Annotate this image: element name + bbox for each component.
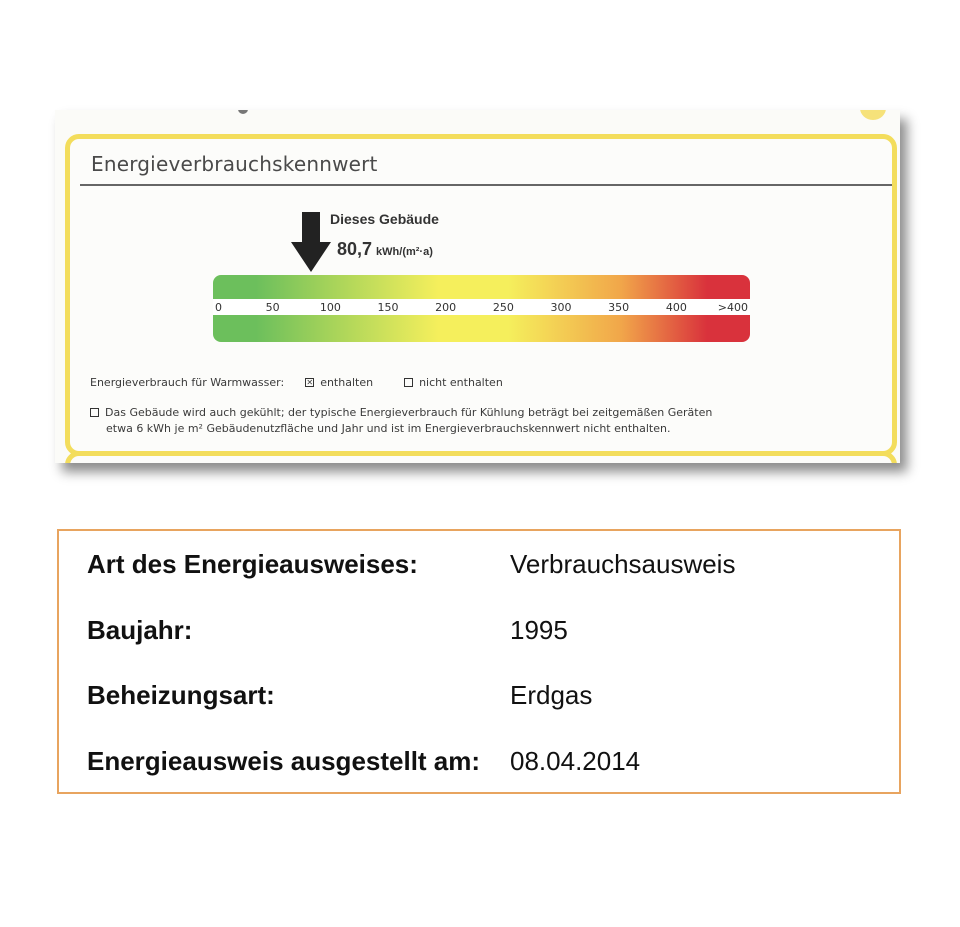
scan-speck xyxy=(238,110,248,114)
cooling-note xyxy=(90,406,712,419)
section-title: Energieverbrauchskennwert xyxy=(91,152,378,176)
building-marker-label: Dieses Gebäude xyxy=(330,211,439,227)
certificate-info-panel xyxy=(57,529,901,794)
scale-tick-label: 350 xyxy=(608,301,630,314)
warmwater-label: Energieverbrauch für Warmwasser: xyxy=(90,376,285,389)
cooling-note-line1: Das Gebäude wird auch gekühlt; der typische Energieverbrauch für Kühlung beträgt bei zeitgemäßen Geräten xyxy=(105,406,713,419)
title-divider xyxy=(80,184,892,186)
scan-corner-mark xyxy=(860,110,886,120)
scale-tick-label: 200 xyxy=(435,301,457,314)
scale-tick-label: 0 xyxy=(215,301,222,314)
cooling-note-line2: etwa 6 kWh je m² Gebäudenutzfläche und Jahr und ist im Energieverbrauchskennwert nicht enthalten. xyxy=(106,422,671,435)
warmwater-row xyxy=(90,376,503,389)
building-consumption xyxy=(337,239,433,260)
scale-tick-label: 300 xyxy=(550,301,572,314)
building-consumption-unit: kWh/(m²·a) xyxy=(376,246,433,258)
cooling-checkbox[interactable] xyxy=(90,408,99,417)
included-checkbox[interactable]: ✕ xyxy=(306,377,314,387)
scale-tick-label: >400 xyxy=(717,301,748,314)
scale-tick-label: 400 xyxy=(665,301,687,314)
not-included-option-label: nicht enthalten xyxy=(419,376,503,389)
info-value-type: Verbrauchsausweis xyxy=(510,549,736,579)
energy-rating-panel xyxy=(65,134,897,456)
not-included-checkbox[interactable] xyxy=(404,378,413,387)
info-value-heating: Erdgas xyxy=(510,680,593,710)
info-label-type: Art des Energieausweises: xyxy=(87,549,418,579)
next-section-panel xyxy=(65,451,897,463)
scale-tick-label: 50 xyxy=(265,301,280,314)
arrow-down-icon xyxy=(291,212,331,272)
info-value-year: 1995 xyxy=(510,615,568,645)
info-label-issued: Energieausweis ausgestellt am: xyxy=(87,746,481,776)
info-label-heating: Beheizungsart: xyxy=(87,680,275,710)
building-consumption-value: 80,7 xyxy=(337,239,373,259)
scale-tick-label: 150 xyxy=(377,301,399,314)
scale-tick-label: 250 xyxy=(492,301,514,314)
included-option-label: enthalten xyxy=(320,376,374,389)
info-label-year: Baujahr: xyxy=(87,615,193,645)
scale-tick-label: 100 xyxy=(319,301,341,314)
info-value-issued: 08.04.2014 xyxy=(510,746,641,776)
energy-certificate-scan xyxy=(55,110,900,463)
